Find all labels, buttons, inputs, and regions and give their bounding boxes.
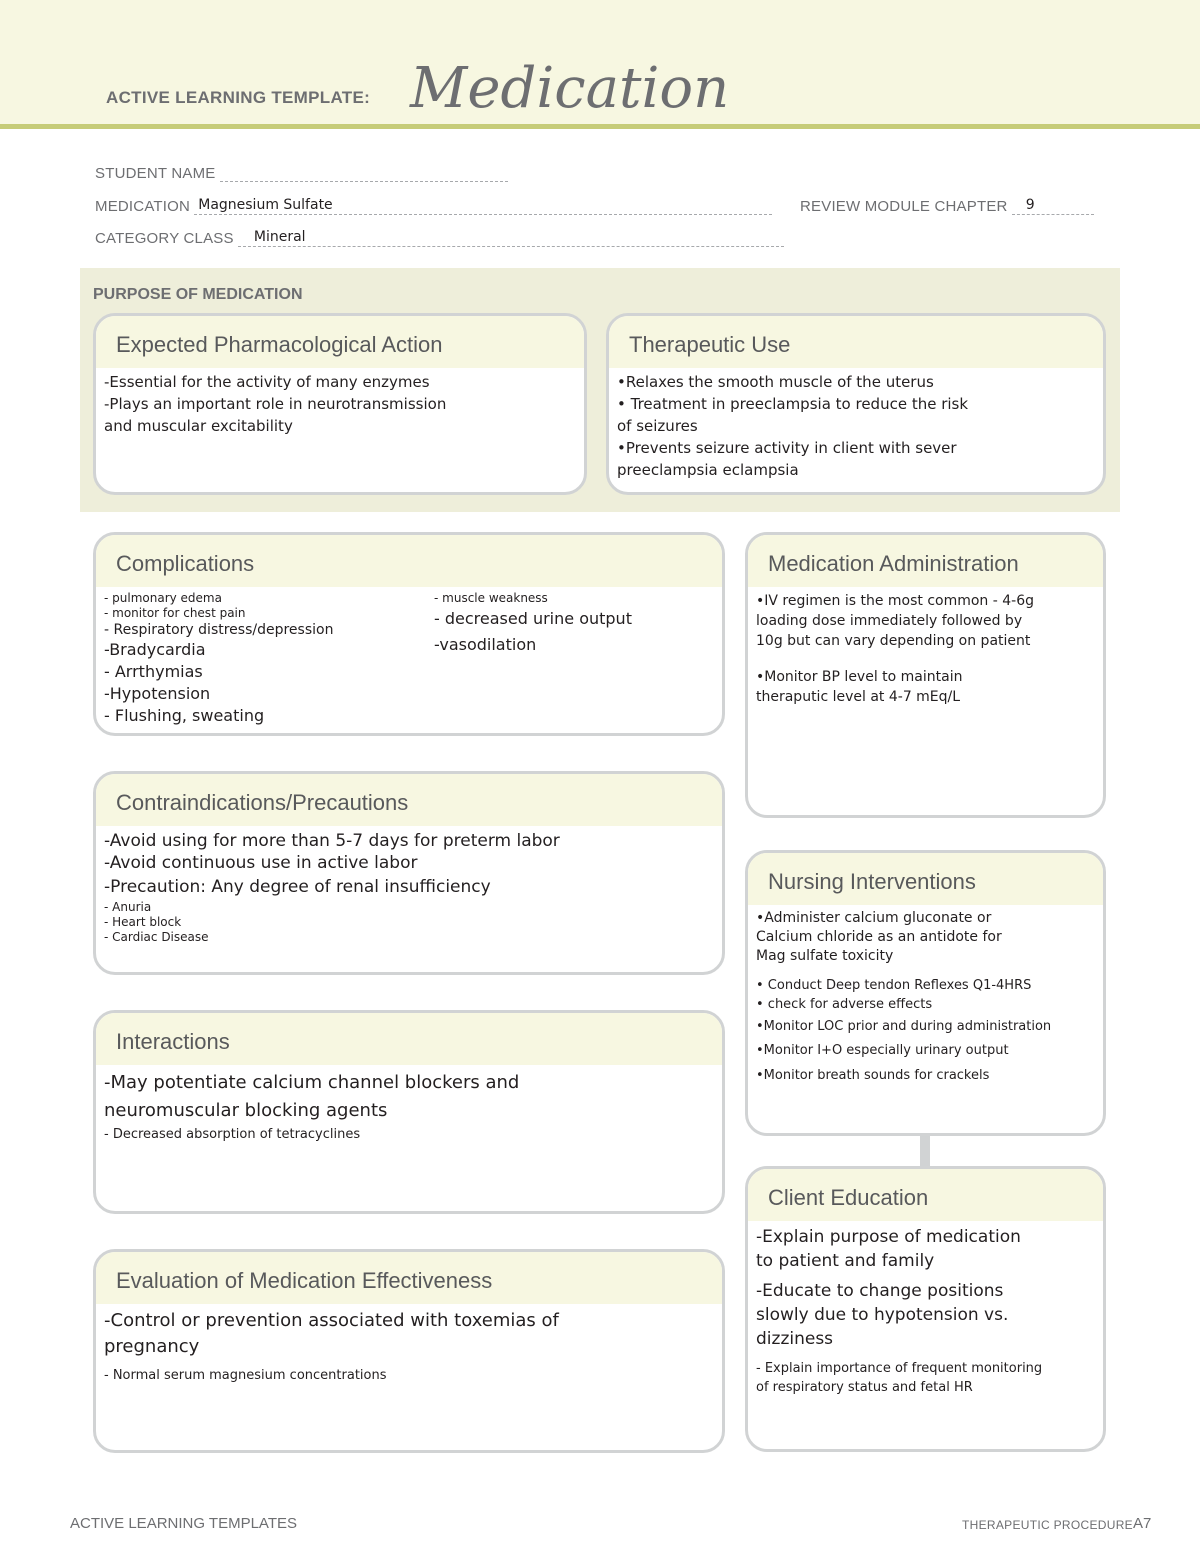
- evaluation-title: Evaluation of Medication Effectiveness: [96, 1252, 722, 1304]
- list-item: • check for adverse effects: [756, 997, 933, 1012]
- page-title: Medication: [410, 56, 730, 121]
- list-item: dizziness: [756, 1329, 834, 1349]
- list-item: -Control or prevention associated with toxemias of: [104, 1310, 559, 1331]
- list-item: -Bradycardia: [104, 640, 206, 659]
- list-item: to patient and family: [756, 1251, 935, 1271]
- client-education-box[interactable]: [745, 1166, 1106, 1452]
- list-item: pregnancy: [104, 1336, 200, 1357]
- list-item: and muscular excitability: [104, 417, 293, 435]
- contraindications-title: Contraindications/Precautions: [96, 774, 722, 826]
- student-name-line[interactable]: [220, 165, 508, 182]
- purpose-title: PURPOSE OF MEDICATION: [93, 286, 303, 303]
- list-item: 10g but can vary depending on patient: [756, 633, 1031, 649]
- review-chapter-value: 9: [1025, 197, 1035, 213]
- list-item: •Monitor LOC prior and during administration: [756, 1019, 1052, 1034]
- list-item: - decreased urine output: [434, 609, 632, 628]
- expected-action-list: [104, 372, 576, 436]
- list-item: -vasodilation: [434, 635, 537, 654]
- expected-action-box[interactable]: [93, 313, 587, 495]
- complications-list-left: [104, 591, 434, 727]
- list-item: -May potentiate calcium channel blockers and: [104, 1072, 520, 1093]
- nursing-interventions-title: Nursing Interventions: [748, 853, 1103, 905]
- medication-administration-box[interactable]: [745, 532, 1106, 818]
- list-item: of seizures: [617, 417, 698, 435]
- medication-value: Magnesium Sulfate: [198, 197, 333, 213]
- evaluation-box[interactable]: [93, 1249, 725, 1453]
- list-item: -Precaution: Any degree of renal insufficiency: [104, 877, 491, 897]
- category-class-label: CATEGORY CLASS: [95, 230, 234, 247]
- list-item: •Prevents seizure activity in client with sever: [617, 439, 957, 457]
- list-item: - Arrthymias: [104, 662, 203, 681]
- list-item: - Decreased absorption of tetracyclines: [104, 1127, 361, 1142]
- complications-list-right: [434, 591, 714, 727]
- nursing-interventions-box[interactable]: [745, 850, 1106, 1136]
- list-item: -Avoid continuous use in active labor: [104, 853, 418, 873]
- therapeutic-use-box[interactable]: [606, 313, 1106, 495]
- list-item: -Essential for the activity of many enzymes: [104, 373, 430, 391]
- list-item: preeclampsia eclampsia: [617, 461, 799, 479]
- list-item: - Normal serum magnesium concentrations: [104, 1368, 387, 1383]
- category-class-value: Mineral: [253, 229, 306, 245]
- list-item: - monitor for chest pain: [104, 606, 246, 620]
- medication-administration-title: Medication Administration: [748, 535, 1103, 587]
- list-item: - Explain importance of frequent monitoring: [756, 1361, 1043, 1376]
- footer-right: THERAPEUTIC PROCEDURE: [962, 1518, 1133, 1532]
- list-item: loading dose immediately followed by: [756, 613, 1023, 629]
- student-name-field: [95, 165, 508, 182]
- list-item: - Anuria: [104, 900, 152, 914]
- list-item: - pulmonary edema: [104, 591, 222, 605]
- complications-title: Complications: [96, 535, 722, 587]
- list-item: -Explain purpose of medication: [756, 1227, 1021, 1247]
- list-item: theraputic level at 4-7 mEq/L: [756, 689, 961, 705]
- template-label: ACTIVE LEARNING TEMPLATE:: [106, 88, 371, 107]
- footer-left: ACTIVE LEARNING TEMPLATES: [70, 1515, 297, 1532]
- evaluation-list: [104, 1308, 714, 1386]
- list-item: slowly due to hypotension vs.: [756, 1305, 1009, 1325]
- list-item: neuromuscular blocking agents: [104, 1100, 388, 1121]
- list-item: - Respiratory distress/depression: [104, 622, 334, 638]
- list-item: •Relaxes the smooth muscle of the uterus: [617, 373, 934, 391]
- list-item: - Flushing, sweating: [104, 706, 265, 725]
- client-education-list: [756, 1225, 1095, 1397]
- contraindications-list: [104, 830, 714, 945]
- therapeutic-use-list: [617, 372, 1095, 480]
- client-education-title: Client Education: [748, 1169, 1103, 1221]
- interactions-box[interactable]: [93, 1010, 725, 1214]
- list-item: - Heart block: [104, 915, 182, 929]
- review-chapter-field: [800, 198, 1094, 215]
- list-item: -Educate to change positions: [756, 1281, 1004, 1301]
- connector-bar: [920, 1134, 930, 1166]
- medication-label: MEDICATION: [95, 198, 191, 215]
- nursing-interventions-list: [756, 909, 1095, 1089]
- list-item: - Cardiac Disease: [104, 930, 209, 944]
- category-class-line[interactable]: [238, 230, 784, 247]
- list-item: Calcium chloride as an antidote for: [756, 929, 1002, 945]
- list-item: •Monitor I+O especially urinary output: [756, 1043, 1009, 1058]
- list-item: of respiratory status and fetal HR: [756, 1380, 973, 1395]
- page-number: A7: [1133, 1515, 1152, 1532]
- interactions-title: Interactions: [96, 1013, 722, 1065]
- therapeutic-use-title: Therapeutic Use: [609, 316, 1103, 368]
- list-item: •Monitor BP level to maintain: [756, 669, 963, 685]
- list-item: •IV regimen is the most common - 4-6g: [756, 593, 1035, 609]
- expected-action-title: Expected Pharmacological Action: [96, 316, 584, 368]
- list-item: -Avoid using for more than 5-7 days for preterm labor: [104, 831, 560, 851]
- list-item: • Conduct Deep tendon Reflexes Q1-4HRS: [756, 978, 1032, 993]
- list-item: - muscle weakness: [434, 591, 548, 605]
- list-item: -Plays an important role in neurotransmission: [104, 395, 447, 413]
- list-item: •Monitor breath sounds for crackels: [756, 1068, 990, 1083]
- student-name-label: STUDENT NAME: [95, 165, 216, 182]
- category-class-field: [95, 230, 784, 247]
- complications-box[interactable]: [93, 532, 725, 736]
- list-item: •Administer calcium gluconate or: [756, 910, 992, 926]
- list-item: • Treatment in preeclampsia to reduce the risk: [617, 395, 969, 413]
- review-chapter-line[interactable]: [1012, 198, 1094, 215]
- list-item: Mag sulfate toxicity: [756, 948, 894, 964]
- contraindications-box[interactable]: [93, 771, 725, 975]
- list-item: -Hypotension: [104, 684, 211, 703]
- review-chapter-label: REVIEW MODULE CHAPTER: [800, 198, 1008, 215]
- medication-field: [95, 198, 772, 215]
- medication-line[interactable]: [194, 198, 772, 215]
- interactions-list: [104, 1069, 714, 1145]
- medication-administration-list: [756, 591, 1095, 707]
